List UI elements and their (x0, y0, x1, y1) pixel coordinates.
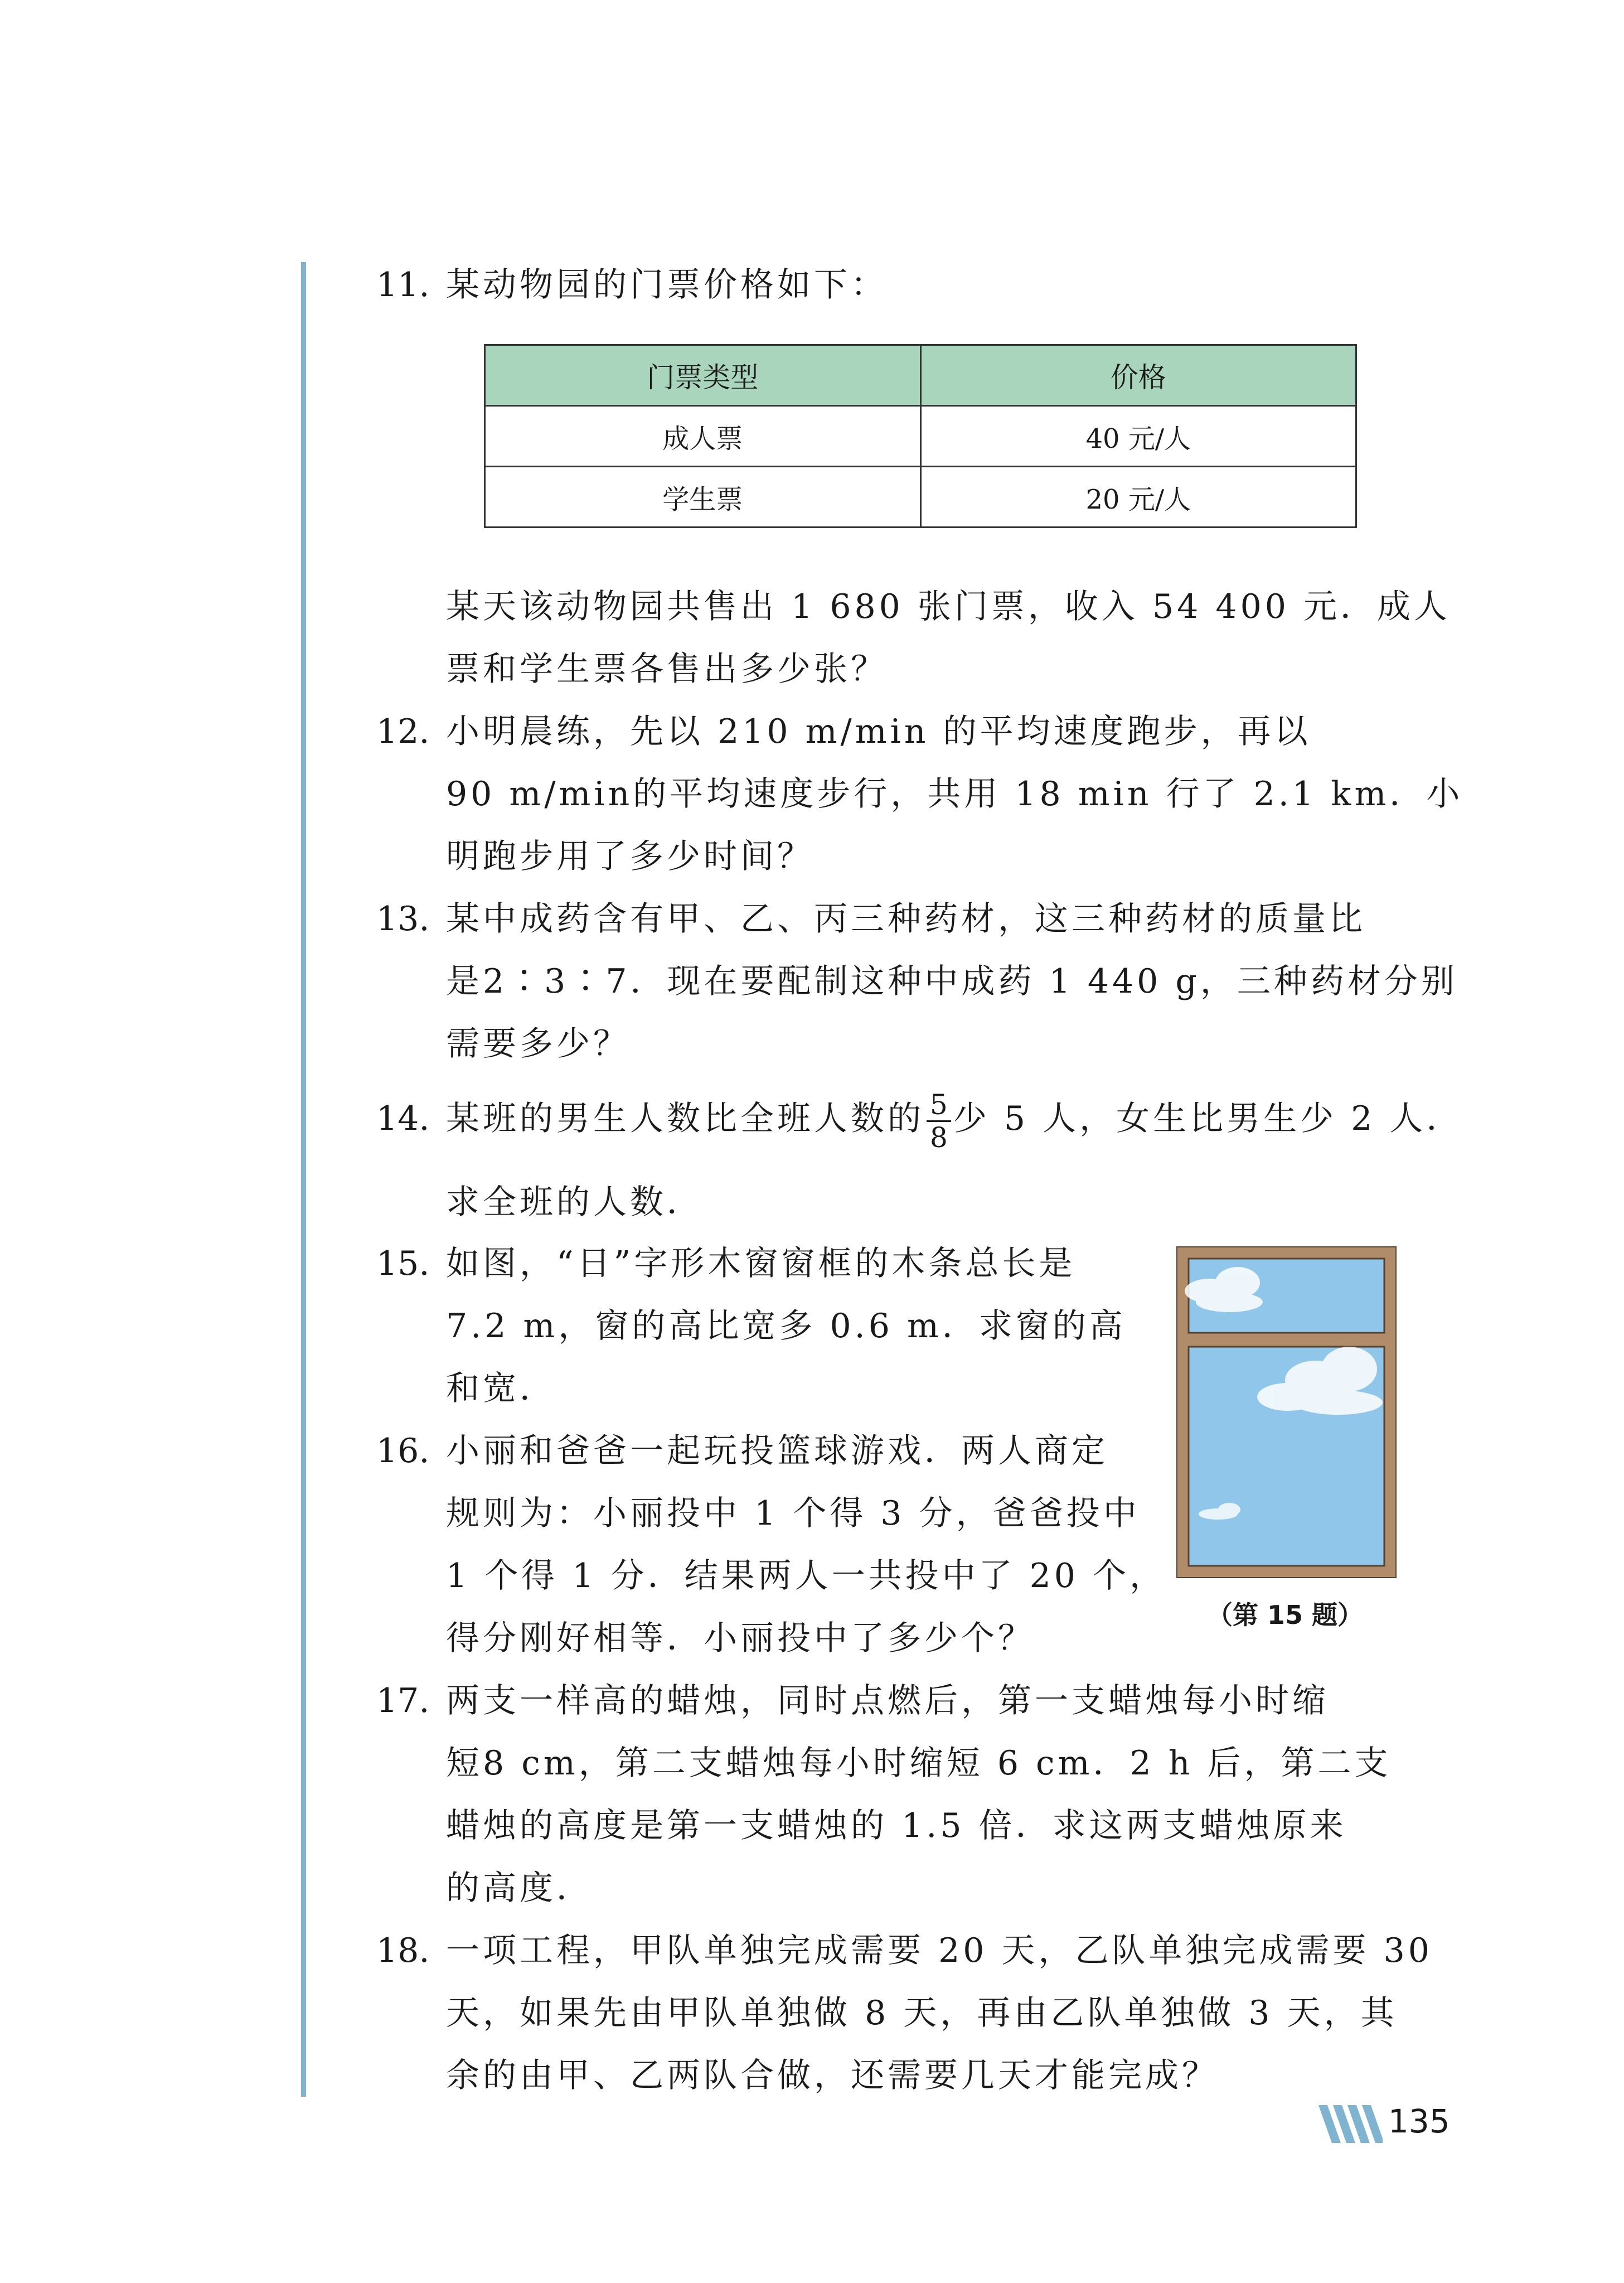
problem-17-line-2: 短8 cm，第二支蜡烛每小时缩短 6 cm．2 h 后，第二支 (446, 1744, 1392, 1783)
problem-16-line-3: 1 个得 1 分．结果两人一共投中了 20 个， (446, 1556, 1167, 1595)
problem-17-line-3: 蜡烛的高度是第一支蜡烛的 1.5 倍．求这两支蜡烛原来 (446, 1806, 1347, 1845)
ticket-price-table (484, 344, 1357, 528)
problem-number-15: 15. (376, 1244, 430, 1283)
page-stripes-icon (1318, 2105, 1383, 2143)
table-cell-price: 20 元/人 (920, 467, 1356, 528)
problem-16-line-2: 规则为：小丽投中 1 个得 3 分，爸爸投中 (446, 1494, 1140, 1533)
table-cell-price: 40 元/人 (920, 406, 1356, 467)
problem-18-line-2: 天，如果先由甲队单独做 8 天，再由乙队单独做 3 天，其 (446, 1994, 1398, 2033)
problem-number-18: 18. (376, 1931, 430, 1970)
problem-16-line-1: 小丽和爸爸一起玩投篮球游戏．两人商定 (446, 1431, 1108, 1471)
problem-number-14: 14. (376, 1099, 430, 1138)
problem-12-line-2: 90 m/min的平均速度步行，共用 18 min 行了 2.1 km．小 (446, 775, 1463, 814)
problem-13-line-3: 需要多少？ (446, 1024, 630, 1063)
problem-number-12: 12. (376, 712, 430, 751)
problem-14-text-a: 某班的男生人数比全班人数的 (446, 1099, 924, 1138)
problem-14-line-2: 求全班的人数． (446, 1183, 704, 1222)
table-header-price: 价格 (920, 345, 1356, 406)
table-header-row (485, 345, 1356, 406)
problem-13-line-1: 某中成药含有甲、乙、丙三种药材，这三种药材的质量比 (446, 899, 1366, 939)
margin-bar (301, 262, 306, 2097)
problem-15-line-1: 如图，“日”字形木窗窗框的木条总长是 (446, 1244, 1076, 1283)
problem-number-13: 13. (376, 899, 430, 939)
table-cell-type: 学生票 (485, 467, 921, 528)
fraction-denominator: 8 (930, 1121, 948, 1154)
problem-13-line-2: 是2∶3∶7．现在要配制这种中成药 1 440 g，三种药材分别 (446, 962, 1458, 1001)
problem-17-line-4: 的高度． (446, 1869, 593, 1908)
problem-16-line-4: 得分刚好相等．小丽投中了多少个？ (446, 1619, 1035, 1658)
problem-12-line-3: 明跑步用了多少时间？ (446, 837, 814, 876)
page-number: 135 (1388, 2102, 1450, 2140)
problem-11-line-1: 某动物园的门票价格如下： (446, 265, 888, 304)
problem-14-line-1 (446, 1087, 1463, 1153)
figure-caption: （第 15 题） (1207, 1600, 1364, 1630)
problem-15-line-2: 7.2 m，窗的高比宽多 0.6 m．求窗的高 (446, 1307, 1126, 1346)
problem-18-line-3: 余的由甲、乙两队合做，还需要几天才能完成？ (446, 2056, 1219, 2095)
window-illustration (1176, 1246, 1397, 1578)
table-header-ticket-type: 门票类型 (485, 345, 921, 406)
problem-18-line-1: 一项工程，甲队单独完成需要 20 天，乙队单独完成需要 30 (446, 1931, 1433, 1970)
table-cell-type: 成人票 (485, 406, 921, 467)
problem-number-17: 17. (376, 1681, 430, 1720)
problem-17-line-1: 两支一样高的蜡烛，同时点燃后，第一支蜡烛每小时缩 (446, 1681, 1329, 1720)
problem-11-line-3: 票和学生票各售出多少张？ (446, 650, 888, 689)
fraction (927, 1089, 951, 1153)
problem-number-11: 11. (376, 265, 430, 304)
problem-14-text-b: 少 5 人，女生比男生少 2 人． (953, 1099, 1463, 1138)
problem-number-16: 16. (376, 1431, 430, 1471)
table-row (485, 406, 1356, 467)
fraction-numerator: 5 (927, 1089, 951, 1122)
problem-11-line-2: 某天该动物园共售出 1 680 张门票，收入 54 400 元．成人 (446, 587, 1451, 626)
table-row (485, 467, 1356, 528)
problem-15-line-3: 和宽． (446, 1369, 556, 1408)
problem-12-line-1: 小明晨练，先以 210 m/min 的平均速度跑步，再以 (446, 712, 1311, 751)
